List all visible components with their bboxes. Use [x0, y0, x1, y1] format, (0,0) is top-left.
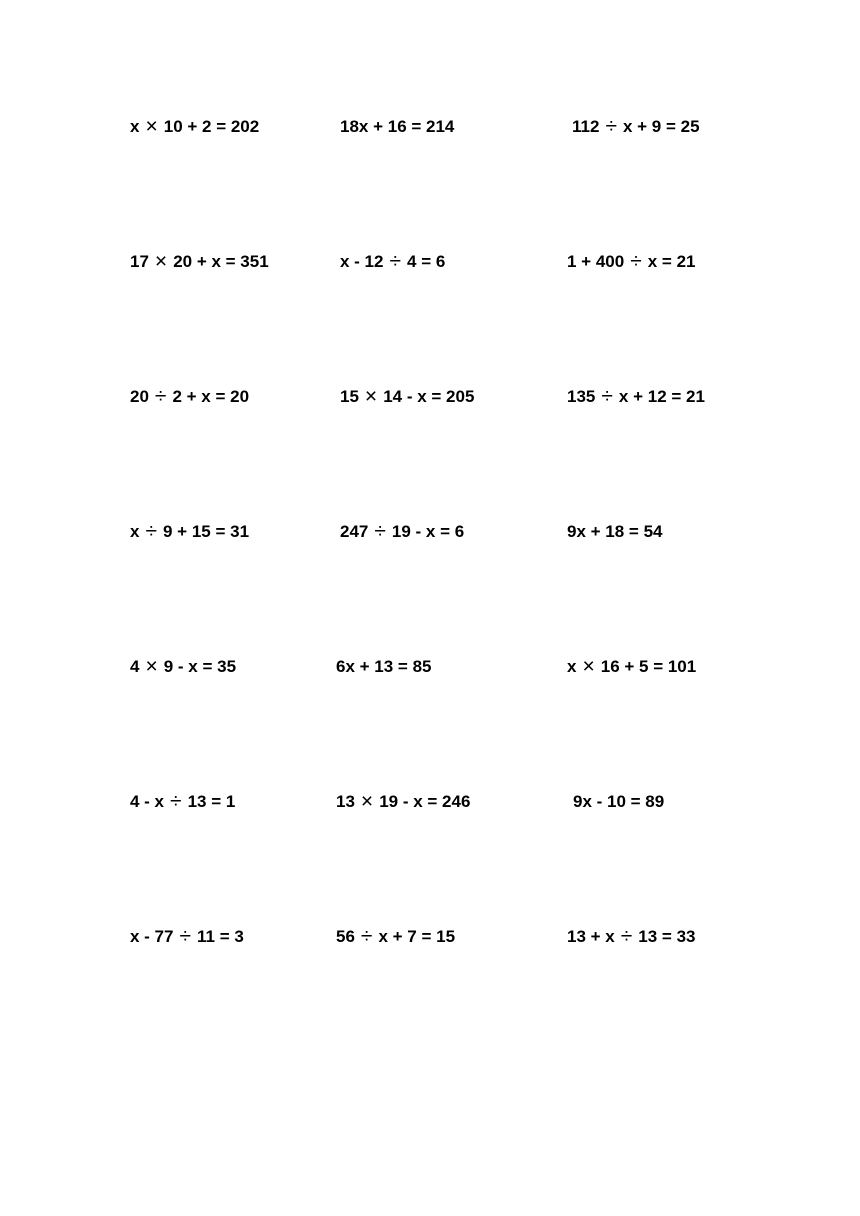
term-full: 9x + 18 = 54 — [567, 522, 663, 541]
equation-r1-c2 — [340, 116, 454, 138]
equation-r5-c1 — [130, 656, 236, 678]
term-before: 13 + x — [567, 927, 615, 946]
divide-sign: ÷ — [389, 250, 402, 273]
divide-sign: ÷ — [620, 925, 633, 948]
term-before: 4 — [130, 657, 140, 676]
term-after: 14 - x = 205 — [383, 387, 475, 406]
divide-sign: ÷ — [170, 790, 182, 813]
term-before: 17 — [130, 252, 149, 271]
term-after: 13 = 33 — [638, 927, 696, 946]
equation-r3-c2 — [340, 386, 474, 408]
term-after: x + 12 = 21 — [618, 387, 705, 406]
equation-r2-c2 — [340, 251, 445, 273]
term-full: 9x - 10 = 89 — [573, 792, 665, 811]
equation-r3-c1 — [130, 386, 249, 408]
divide-sign: ÷ — [145, 520, 157, 543]
equation-r2-c1 — [130, 251, 269, 273]
term-after: x = 21 — [647, 252, 696, 271]
divide-sign: ÷ — [601, 385, 613, 408]
term-before: x — [130, 522, 140, 541]
equation-r1-c1 — [130, 116, 259, 138]
divide-sign: ÷ — [630, 250, 642, 273]
divide-sign: ÷ — [605, 115, 617, 138]
term-before: 247 — [340, 522, 369, 541]
term-after: 4 = 6 — [407, 252, 446, 271]
term-before: 20 — [130, 387, 149, 406]
equation-r1-c3 — [572, 116, 700, 138]
equation-r6-c2 — [336, 791, 470, 813]
term-after: 11 = 3 — [197, 927, 244, 946]
equation-r4-c2 — [340, 521, 464, 543]
term-before: x — [567, 657, 577, 676]
divide-sign: ÷ — [374, 520, 386, 543]
equation-r4-c3 — [567, 521, 662, 543]
term-before: 13 — [336, 792, 355, 811]
term-after: 19 - x = 6 — [391, 522, 465, 541]
equation-r4-c1 — [130, 521, 249, 543]
term-after: 10 + 2 = 202 — [163, 117, 260, 136]
term-before: 4 - x — [130, 792, 165, 811]
equation-r6-c3 — [573, 791, 664, 813]
multiply-sign: × — [360, 790, 374, 813]
term-after: x + 9 = 25 — [622, 117, 700, 136]
equation-r7-c2 — [336, 926, 455, 948]
term-full: 18x + 16 = 214 — [340, 117, 455, 136]
equation-r2-c3 — [567, 251, 695, 273]
multiply-sign: × — [145, 115, 158, 138]
term-before: x — [130, 117, 140, 136]
term-before: 1 + 400 — [567, 252, 625, 271]
equation-r3-c3 — [567, 386, 705, 408]
multiply-sign: × — [154, 250, 168, 273]
multiply-sign: × — [582, 655, 595, 678]
multiply-sign: × — [145, 655, 158, 678]
term-before: 15 — [340, 387, 359, 406]
divide-sign: ÷ — [179, 925, 192, 948]
equation-r6-c1 — [130, 791, 235, 813]
term-full: 6x + 13 = 85 — [336, 657, 432, 676]
equation-r7-c3 — [567, 926, 695, 948]
divide-sign: ÷ — [360, 925, 373, 948]
term-before: 135 — [567, 387, 596, 406]
equation-r5-c2 — [336, 656, 431, 678]
term-after: 19 - x = 246 — [379, 792, 471, 811]
term-after: 16 + 5 = 101 — [600, 657, 697, 676]
term-after: 20 + x = 351 — [173, 252, 269, 271]
term-after: 2 + x = 20 — [172, 387, 250, 406]
term-after: 9 + 15 = 31 — [163, 522, 250, 541]
term-before: x - 77 — [130, 927, 174, 946]
equation-r5-c3 — [567, 656, 696, 678]
term-after: x + 7 = 15 — [378, 927, 456, 946]
multiply-sign: × — [364, 385, 378, 408]
term-after: 13 = 1 — [187, 792, 236, 811]
divide-sign: ÷ — [154, 385, 167, 408]
term-before: 56 — [336, 927, 355, 946]
term-before: 112 — [572, 117, 600, 136]
term-before: x - 12 — [340, 252, 384, 271]
term-after: 9 - x = 35 — [163, 657, 237, 676]
equation-r7-c1 — [130, 926, 244, 948]
